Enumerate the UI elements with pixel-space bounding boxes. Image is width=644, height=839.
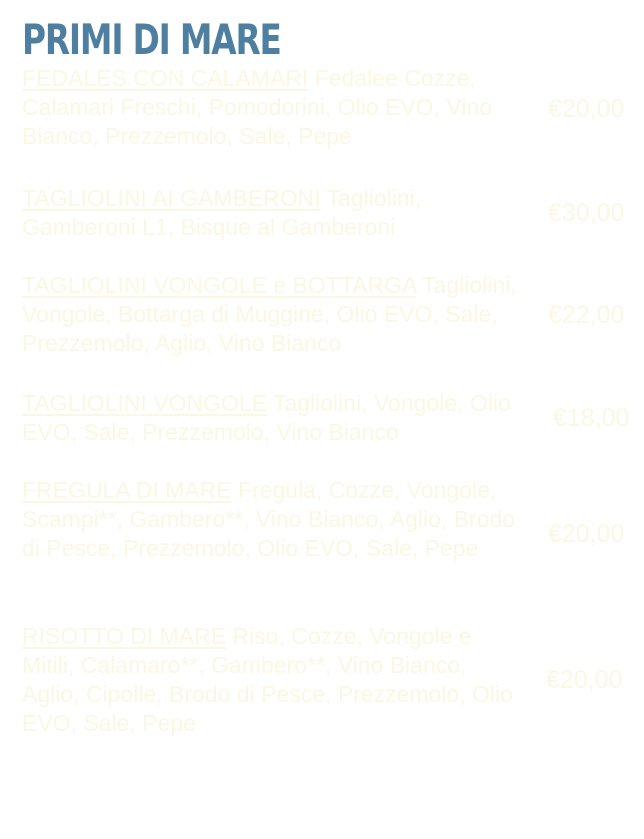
menu-item [22,389,528,447]
menu-item-price: €20,00 [548,95,625,123]
menu-item-name: TAGLIOLINI AI GAMBERONI [22,185,321,211]
menu-item-text [22,64,528,151]
menu-item [22,184,528,242]
menu-item-name: TAGLIOLINI VONGOLE e BOTTARGA [22,272,417,298]
menu-item-description: Fregula, Cozze, Vongole, Scampi**, Gambero**, Vino Bianco, Aglio, Brodo di Pesce, Prezzemolo, Olio EVO, Sale, Pepe [22,477,516,561]
menu-item [22,622,528,738]
menu-item-description: Tagliolini, Gamberoni L1, Bisque al Gamberoni [22,185,422,240]
menu-item-name: RISOTTO DI MARE [22,623,227,649]
menu-item-description: Fedalee Cozze, Calamari Freschi, Pomodorini, Olio EVO, Vino Bianco, Prezzemolo, Sale, Pepe [22,65,492,149]
menu-item-text [22,389,528,447]
menu-item-text [22,622,528,738]
menu-item-text [22,271,528,358]
menu-item-price: €20,00 [548,520,625,548]
menu-item-price: €22,00 [548,301,625,329]
menu-item [22,476,528,563]
menu-item-description: Tagliolini, Vongole, Olio EVO, Sale, Prezzemolo, Vino Bianco [22,390,511,445]
menu-item [22,271,528,358]
menu-item-text [22,184,528,242]
menu-item [22,64,528,151]
section-title: PRIMI DI MARE [22,15,281,64]
menu-item-text [22,476,528,563]
menu-item-price: €20,00 [546,666,623,694]
menu-item-name: FEDALES CON CALAMARI [22,65,309,91]
menu-item-description: Riso, Cozze, Vongole e Mitili, Calamaro**, Gambero**, Vino Bianco, Aglio, Cipolle, Brodo di Pesce, Prezzemolo, Olio EVO, Sale, Pepe [22,623,513,736]
menu-item-name: TAGLIOLINI VONGOLE [22,390,267,416]
menu-item-name: FREGULA DI MARE [22,477,232,503]
menu-item-price: €30,00 [548,199,625,227]
menu-item-description: Tagliolini, Vongole, Bottarga di Muggine, Olio EVO, Sale, Prezzemolo, Aglio, Vino Bianco [22,272,517,356]
menu-item-price: €18,00 [553,404,630,432]
